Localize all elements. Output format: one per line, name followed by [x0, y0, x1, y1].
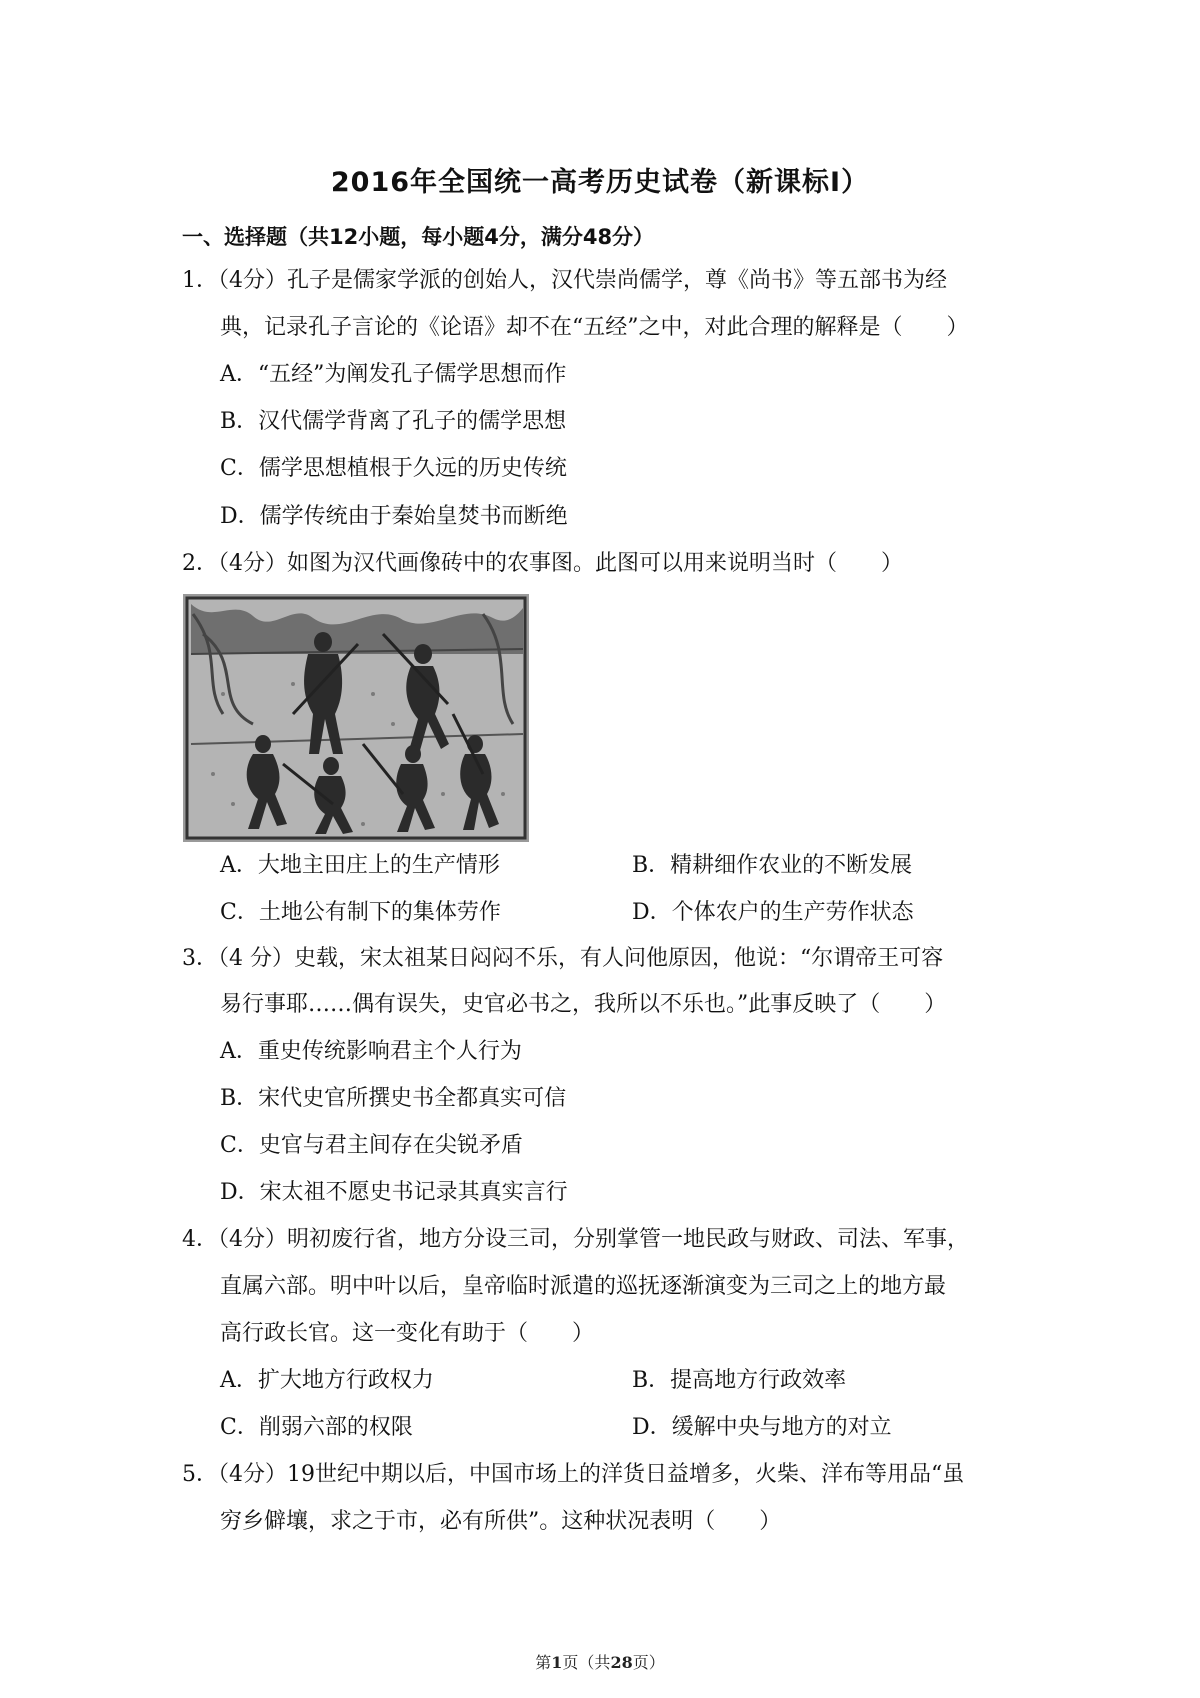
question-4-stem-line-3: 高行政长官。这一变化有助于（ ） [220, 1321, 595, 1346]
question-3-option-b: B．宋代史官所撰史书全都真实可信 [220, 1086, 567, 1111]
question-2-option-b: B．精耕细作农业的不断发展 [632, 853, 913, 878]
question-4-option-a: A．扩大地方行政权力 [220, 1368, 434, 1393]
question-4-stem-line-2: 直属六部。明中叶以后，皇帝临时派遣的巡抚逐渐演变为三司之上的地方最 [220, 1274, 947, 1299]
footer-total-pages: 28 [610, 1653, 633, 1672]
page-title: 2016年全国统一高考历史试卷（新课标Ⅰ） [330, 167, 870, 198]
question-1-option-b: B．汉代儒学背离了孔子的儒学思想 [220, 409, 567, 434]
question-1-option-c: C．儒学思想植根于久远的历史传统 [220, 456, 567, 481]
question-3-stem-line-2: 易行事耶……偶有误失，史官必书之，我所以不乐也。”此事反映了（ ） [220, 992, 947, 1017]
question-2-option-a: A．大地主田庄上的生产情形 [220, 853, 500, 878]
question-3-option-a: A．重史传统影响君主个人行为 [220, 1039, 522, 1064]
question-1-stem-line-2: 典，记录孔子言论的《论语》却不在“五经”之中，对此合理的解释是（ ） [220, 315, 969, 340]
question-4-option-b: B．提高地方行政效率 [632, 1368, 847, 1393]
question-3-stem-line-1: 3．（4 分）史载，宋太祖某日闷闷不乐，有人问他原因，他说：“尔谓帝王可容 [182, 946, 944, 971]
question-3-option-d: D．宋太祖不愿史书记录其真实言行 [220, 1180, 568, 1205]
question-4-option-c: C．削弱六部的权限 [220, 1415, 413, 1440]
section-heading: 一、选择题（共12小题，每小题4分，满分48分） [182, 225, 655, 249]
han-farming-brick-image [183, 594, 529, 842]
question-2-option-d: D．个体农户的生产劳作状态 [632, 900, 914, 925]
question-5-stem-line-2: 穷乡僻壤，求之于市，必有所供”。这种状况表明（ ） [220, 1509, 782, 1534]
footer-page-number: 1 [551, 1653, 563, 1672]
question-4-stem-line-1: 4．（4分）明初废行省，地方分设三司，分别掌管一地民政与财政、司法、军事， [182, 1227, 969, 1252]
question-2-stem-line-1: 2．（4分）如图为汉代画像砖中的农事图。此图可以用来说明当时（ ） [182, 551, 903, 576]
question-2-option-c: C．土地公有制下的集体劳作 [220, 900, 501, 925]
question-1-option-a: A．“五经”为阐发孔子儒学思想而作 [220, 362, 567, 387]
footer-suffix: 页） [632, 1653, 665, 1672]
footer-middle: 页（共 [562, 1653, 611, 1672]
question-1-option-d: D．儒学传统由于秦始皇焚书而断绝 [220, 504, 568, 529]
question-4-option-d: D．缓解中央与地方的对立 [632, 1415, 892, 1440]
question-5-stem-line-1: 5．（4分）19世纪中期以后，中国市场上的洋货日益增多，火柴、洋布等用品“虽 [182, 1462, 965, 1487]
footer-prefix: 第 [535, 1653, 552, 1672]
question-3-option-c: C．史官与君主间存在尖锐矛盾 [220, 1133, 523, 1158]
question-1-stem-line-1: 1．（4分）孔子是儒家学派的创始人，汉代崇尚儒学，尊《尚书》等五部书为经 [182, 268, 947, 293]
page-footer [0, 1650, 1200, 1673]
